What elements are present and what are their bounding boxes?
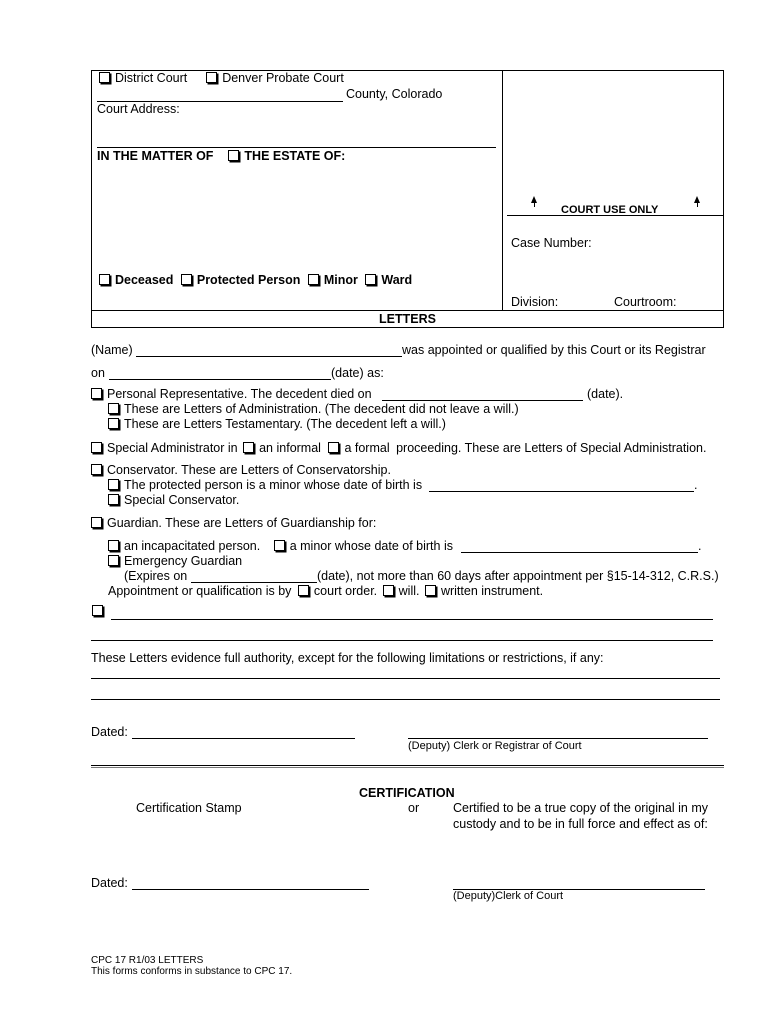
- case-number-label: Case Number:: [511, 236, 592, 250]
- other-line-2[interactable]: [91, 640, 713, 641]
- name-label: (Name): [91, 343, 133, 357]
- protected-person-checkbox[interactable]: [181, 274, 192, 285]
- conservator-row: Conservator. These are Letters of Conservatorship.: [91, 463, 391, 477]
- death-date-line[interactable]: [382, 400, 583, 401]
- special-conservator-row: Special Conservator.: [108, 493, 239, 507]
- court-checkboxes: District Court Denver Probate Court: [99, 71, 344, 85]
- evidence-text: These Letters evidence full authority, except for the following limitations or restrictions, if any:: [91, 651, 604, 665]
- incapacitated-person-checkbox[interactable]: [108, 540, 119, 551]
- emergency-guardian-checkbox[interactable]: [108, 555, 119, 566]
- deceased-checkbox[interactable]: [99, 274, 110, 285]
- ward-checkbox[interactable]: [365, 274, 376, 285]
- caption-divider: [502, 70, 503, 310]
- protected-minor-checkbox[interactable]: [108, 479, 119, 490]
- expires-rest-text: (date), not more than 60 days after appointment per §15-14-312, C.R.S.): [317, 569, 719, 583]
- form-id: CPC 17 R1/03 LETTERS: [91, 955, 204, 966]
- caption-box: [91, 70, 724, 328]
- arrow-up-icon: [694, 196, 700, 203]
- name-line[interactable]: [136, 356, 402, 357]
- special-admin-row: Special Administrator in an informal a formal proceeding. These are Letters of Special Administration.: [91, 441, 706, 455]
- emergency-guardian-row: Emergency Guardian: [108, 554, 242, 568]
- period: .: [698, 539, 702, 553]
- appointment-date-line[interactable]: [109, 379, 331, 380]
- arrow-up-icon: [531, 196, 537, 203]
- other-line-1[interactable]: [111, 619, 713, 620]
- limitations-line-1[interactable]: [91, 678, 720, 679]
- denver-probate-checkbox[interactable]: [206, 72, 217, 83]
- guardian-row: Guardian. These are Letters of Guardianship for:: [91, 516, 376, 530]
- section-divider-shadow: [91, 767, 724, 768]
- dated-line[interactable]: [132, 738, 355, 739]
- pr-date-label: (date).: [587, 387, 624, 401]
- clerk-registrar-label: (Deputy) Clerk or Registrar of Court: [408, 740, 582, 752]
- court-address-label: Court Address:: [97, 102, 180, 116]
- letters-testamentary-checkbox[interactable]: [108, 418, 119, 429]
- expires-on-label: (Expires on: [124, 569, 188, 583]
- letters-testamentary-row: These are Letters Testamentary. (The decedent left a will.): [108, 417, 446, 431]
- protected-minor-row: The protected person is a minor whose date of birth is: [108, 478, 422, 492]
- incapacitated-row: an incapacitated person. a minor whose date of birth is: [108, 539, 453, 553]
- other-row: [92, 604, 108, 618]
- special-administrator-checkbox[interactable]: [91, 442, 102, 453]
- guardian-checkbox[interactable]: [91, 517, 102, 528]
- date-as-label: (date) as:: [331, 366, 384, 380]
- cert-dated-label: Dated:: [91, 876, 128, 890]
- matter-of-row: IN THE MATTER OF THE ESTATE OF:: [97, 149, 346, 163]
- county-label: County, Colorado: [346, 87, 443, 101]
- period: .: [694, 478, 698, 492]
- expiration-date-line[interactable]: [191, 582, 317, 583]
- pr-row: Personal Representative. The decedent died on: [91, 387, 372, 401]
- limitations-line-2[interactable]: [91, 699, 720, 700]
- special-conservator-checkbox[interactable]: [108, 494, 119, 505]
- dated-label: Dated:: [91, 725, 128, 739]
- or-label: or: [408, 801, 420, 815]
- courtroom-label: Courtroom:: [614, 295, 677, 309]
- court-use-only-label: COURT USE ONLY: [561, 204, 659, 216]
- appointment-by-row: Appointment or qualification is by court order. will. written instrument.: [108, 584, 544, 598]
- cert-clerk-label: (Deputy)Clerk of Court: [453, 890, 564, 902]
- minor-guardianship-checkbox[interactable]: [274, 540, 285, 551]
- clerk-signature-line[interactable]: [408, 738, 708, 739]
- court-order-checkbox[interactable]: [298, 585, 309, 596]
- personal-representative-checkbox[interactable]: [91, 388, 102, 399]
- certification-stamp-label: Certification Stamp: [136, 801, 242, 815]
- court-address-line[interactable]: [97, 147, 496, 148]
- cert-dated-line[interactable]: [132, 889, 369, 890]
- status-checkboxes: Deceased Protected Person Minor Ward: [99, 273, 412, 287]
- conforms-note: This forms conforms in substance to CPC 17.: [91, 966, 293, 977]
- conservator-checkbox[interactable]: [91, 464, 102, 475]
- written-instrument-checkbox[interactable]: [425, 585, 436, 596]
- protected-minor-dob-line[interactable]: [429, 491, 694, 492]
- formal-checkbox[interactable]: [328, 442, 339, 453]
- will-checkbox[interactable]: [383, 585, 394, 596]
- appointed-text: was appointed or qualified by this Court or its Registrar: [402, 343, 706, 357]
- division-label: Division:: [511, 295, 559, 309]
- title-row-divider: [91, 310, 724, 311]
- letters-admin-row: These are Letters of Administration. (The decedent did not leave a will.): [108, 402, 519, 416]
- informal-checkbox[interactable]: [243, 442, 254, 453]
- page-title: LETTERS: [379, 312, 436, 326]
- minor-dob-line[interactable]: [461, 552, 698, 553]
- other-checkbox[interactable]: [92, 605, 103, 616]
- certified-line-2: custody and to be in full force and effect as of:: [453, 817, 708, 831]
- on-label: on: [91, 366, 105, 380]
- certification-title: CERTIFICATION: [359, 786, 455, 800]
- estate-checkbox[interactable]: [228, 150, 239, 161]
- court-use-only-rule: [507, 215, 723, 216]
- minor-checkbox[interactable]: [308, 274, 319, 285]
- letters-administration-checkbox[interactable]: [108, 403, 119, 414]
- section-divider: [91, 765, 724, 766]
- certified-line-1: Certified to be a true copy of the original in my: [453, 801, 708, 815]
- district-court-checkbox[interactable]: [99, 72, 110, 83]
